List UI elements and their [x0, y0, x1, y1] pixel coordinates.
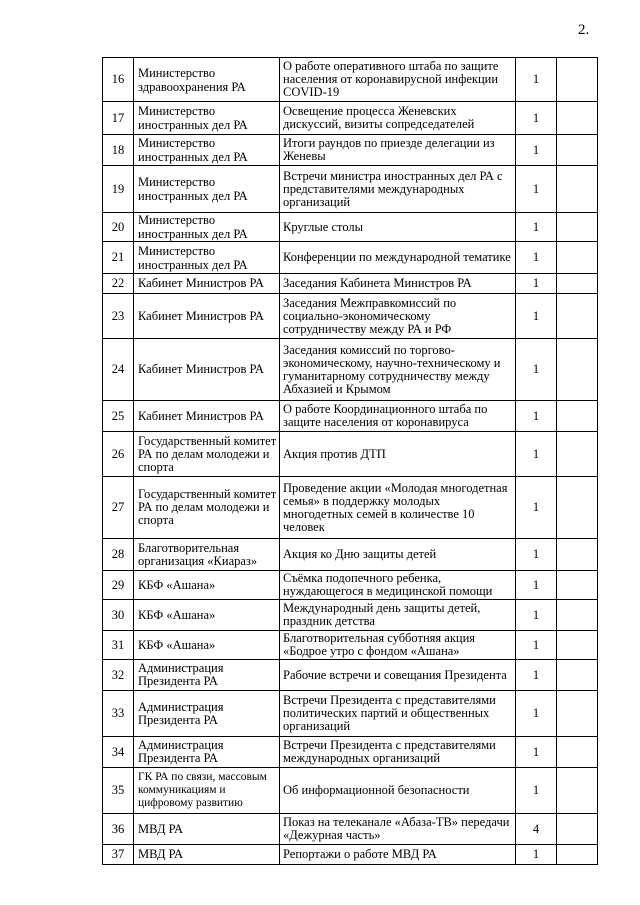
row-number: 24: [103, 339, 134, 401]
table-row: [103, 814, 598, 845]
empty-cell: [557, 242, 598, 274]
count-cell: 1: [516, 571, 557, 600]
row-number: 21: [103, 242, 134, 274]
table-row: [103, 691, 598, 737]
topic-cell: Освещение процесса Женевских дискуссий, визиты сопредседателей: [280, 102, 516, 135]
count-cell: 1: [516, 539, 557, 571]
organization-cell: Администрация Президента РА: [134, 691, 280, 737]
topic-cell: Заседания Межправкомиссий по социально-экономическому сотрудничеству между РА и РФ: [280, 294, 516, 339]
table-row: [103, 737, 598, 768]
table-row: [103, 600, 598, 631]
count-cell: 1: [516, 102, 557, 135]
organization-cell: Государственный комитет РА по делам молодежи и спорта: [134, 477, 280, 539]
organization-cell: МВД РА: [134, 845, 280, 865]
count-cell: 1: [516, 135, 557, 166]
count-cell: 1: [516, 737, 557, 768]
row-number: 29: [103, 571, 134, 600]
topic-cell: Об информационной безопасности: [280, 768, 516, 814]
row-number: 19: [103, 166, 134, 213]
topic-cell: Заседания комиссий по торгово-экономическому, научно-техническому и гуманитарному сотрудничеству между Абхазией и Крымом: [280, 339, 516, 401]
empty-cell: [557, 432, 598, 477]
topic-cell: Круглые столы: [280, 213, 516, 242]
topic-cell: Репортажи о работе МВД РА: [280, 845, 516, 865]
organization-cell: КБФ «Ашана»: [134, 631, 280, 660]
row-number: 28: [103, 539, 134, 571]
topic-cell: Конференции по международной тематике: [280, 242, 516, 274]
empty-cell: [557, 691, 598, 737]
table-row: [103, 845, 598, 865]
empty-cell: [557, 571, 598, 600]
organization-cell: Министерство иностранных дел РА: [134, 242, 280, 274]
organization-cell: Кабинет Министров РА: [134, 339, 280, 401]
count-cell: 1: [516, 768, 557, 814]
count-cell: 1: [516, 401, 557, 432]
empty-cell: [557, 102, 598, 135]
empty-cell: [557, 213, 598, 242]
topic-cell: О работе Координационного штаба по защите населения от коронавируса: [280, 401, 516, 432]
table-row: [103, 432, 598, 477]
topic-cell: Встречи Президента с представителями политических партий и общественных организаций: [280, 691, 516, 737]
page-number: 2.: [578, 22, 590, 38]
topic-cell: Рабочие встречи и совещания Президента: [280, 660, 516, 691]
topic-cell: Проведение акции «Молодая многодетная семья» в поддержку молодых многодетных семей в количестве 10 человек: [280, 477, 516, 539]
organization-cell: МВД РА: [134, 814, 280, 845]
row-number: 35: [103, 768, 134, 814]
row-number: 27: [103, 477, 134, 539]
count-cell: 1: [516, 660, 557, 691]
row-number: 34: [103, 737, 134, 768]
empty-cell: [557, 539, 598, 571]
table-row: [103, 339, 598, 401]
topic-cell: Итоги раундов по приезде делегации из Женевы: [280, 135, 516, 166]
empty-cell: [557, 58, 598, 102]
row-number: 20: [103, 213, 134, 242]
organization-cell: КБФ «Ашана»: [134, 600, 280, 631]
count-cell: 1: [516, 631, 557, 660]
table-row: [103, 294, 598, 339]
table-row: [103, 477, 598, 539]
count-cell: 1: [516, 274, 557, 294]
count-cell: 1: [516, 294, 557, 339]
table-row: [103, 401, 598, 432]
count-cell: 1: [516, 58, 557, 102]
table-row: [103, 242, 598, 274]
empty-cell: [557, 768, 598, 814]
table-row: [103, 631, 598, 660]
table-row: [103, 571, 598, 600]
organization-cell: ГК РА по связи, массовым коммуникациям и цифровому развитию: [134, 768, 280, 814]
table-row: [103, 274, 598, 294]
empty-cell: [557, 339, 598, 401]
topic-cell: Встречи Президента с представителями международных организаций: [280, 737, 516, 768]
row-number: 18: [103, 135, 134, 166]
row-number: 33: [103, 691, 134, 737]
topic-cell: Показ на телеканале «Абаза-ТВ» передачи «Дежурная часть»: [280, 814, 516, 845]
empty-cell: [557, 274, 598, 294]
count-cell: 1: [516, 213, 557, 242]
empty-cell: [557, 294, 598, 339]
topic-cell: Благотворительная субботняя акция «Бодрое утро с фондом «Ашана»: [280, 631, 516, 660]
organization-cell: Администрация Президента РА: [134, 737, 280, 768]
table-row: [103, 213, 598, 242]
topic-cell: Акция против ДТП: [280, 432, 516, 477]
empty-cell: [557, 737, 598, 768]
media-plan-table: [102, 57, 598, 865]
organization-cell: Министерство иностранных дел РА: [134, 213, 280, 242]
table-row: [103, 102, 598, 135]
empty-cell: [557, 845, 598, 865]
row-number: 16: [103, 58, 134, 102]
row-number: 37: [103, 845, 134, 865]
count-cell: 1: [516, 477, 557, 539]
organization-cell: Благотворительная организация «Киараз»: [134, 539, 280, 571]
organization-cell: Государственный комитет РА по делам молодежи и спорта: [134, 432, 280, 477]
empty-cell: [557, 166, 598, 213]
table-row: [103, 135, 598, 166]
empty-cell: [557, 631, 598, 660]
count-cell: 1: [516, 600, 557, 631]
empty-cell: [557, 660, 598, 691]
row-number: 32: [103, 660, 134, 691]
empty-cell: [557, 401, 598, 432]
row-number: 17: [103, 102, 134, 135]
topic-cell: Съёмка подопечного ребенка, нуждающегося в медицинской помощи: [280, 571, 516, 600]
topic-cell: О работе оперативного штаба по защите населения от коронавирусной инфекции COVID-19: [280, 58, 516, 102]
count-cell: 1: [516, 166, 557, 213]
organization-cell: Министерство иностранных дел РА: [134, 102, 280, 135]
organization-cell: Министерство здравоохранения РА: [134, 58, 280, 102]
count-cell: 1: [516, 691, 557, 737]
table-row: [103, 768, 598, 814]
organization-cell: Кабинет Министров РА: [134, 274, 280, 294]
topic-cell: Международный день защиты детей, праздник детства: [280, 600, 516, 631]
table-row: [103, 58, 598, 102]
count-cell: 1: [516, 432, 557, 477]
row-number: 23: [103, 294, 134, 339]
organization-cell: Администрация Президента РА: [134, 660, 280, 691]
organization-cell: Кабинет Министров РА: [134, 294, 280, 339]
table-row: [103, 539, 598, 571]
row-number: 30: [103, 600, 134, 631]
topic-cell: Встречи министра иностранных дел РА с представителями международных организаций: [280, 166, 516, 213]
count-cell: 1: [516, 845, 557, 865]
count-cell: 4: [516, 814, 557, 845]
empty-cell: [557, 600, 598, 631]
organization-cell: Кабинет Министров РА: [134, 401, 280, 432]
row-number: 25: [103, 401, 134, 432]
count-cell: 1: [516, 242, 557, 274]
topic-cell: Заседания Кабинета Министров РА: [280, 274, 516, 294]
empty-cell: [557, 477, 598, 539]
row-number: 36: [103, 814, 134, 845]
row-number: 26: [103, 432, 134, 477]
table-body: [103, 58, 598, 865]
organization-cell: КБФ «Ашана»: [134, 571, 280, 600]
empty-cell: [557, 135, 598, 166]
organization-cell: Министерство иностранных дел РА: [134, 135, 280, 166]
table-row: [103, 166, 598, 213]
organization-cell: Министерство иностранных дел РА: [134, 166, 280, 213]
empty-cell: [557, 814, 598, 845]
count-cell: 1: [516, 339, 557, 401]
row-number: 22: [103, 274, 134, 294]
row-number: 31: [103, 631, 134, 660]
topic-cell: Акция ко Дню защиты детей: [280, 539, 516, 571]
table-row: [103, 660, 598, 691]
